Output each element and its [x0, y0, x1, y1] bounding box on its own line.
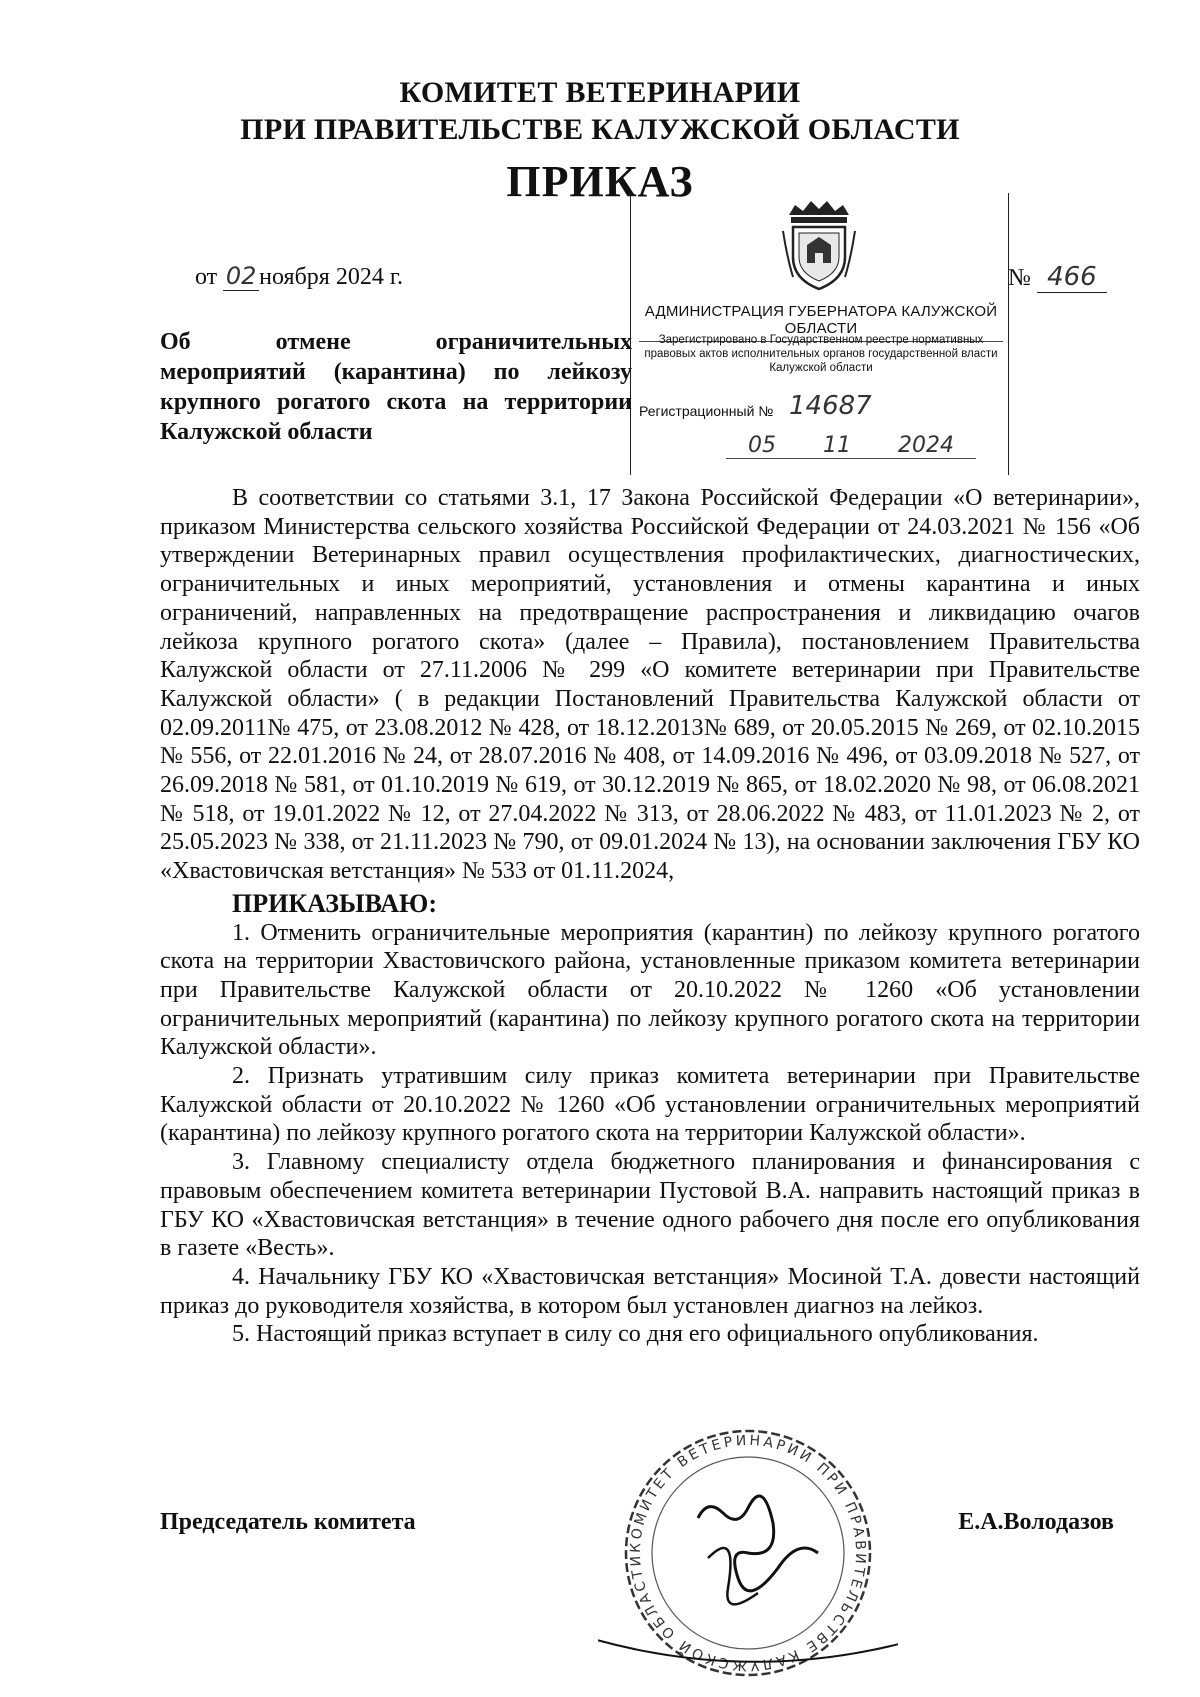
- subject-word: Об: [160, 329, 191, 355]
- document-title: ПРИКАЗ: [506, 157, 694, 206]
- subject-line2: мероприятий (карантина) по лейкозу: [160, 359, 632, 385]
- signature-position: Председатель комитета: [160, 1509, 416, 1535]
- number-value: 466: [1037, 262, 1107, 293]
- org-name-line2: ПРИ ПРАВИТЕЛЬСТВЕ КАЛУЖСКОЙ ОБЛАСТИ: [240, 113, 960, 146]
- document-subject: [160, 327, 632, 447]
- subject-line4: Калужской области: [160, 419, 373, 445]
- stamp-note: [637, 333, 1005, 375]
- subject-line1: [160, 327, 632, 357]
- registration-stamp: [630, 193, 1009, 475]
- coat-of-arms-emblem: [779, 197, 859, 293]
- date-day: 02: [223, 262, 259, 291]
- order-item-4: 4. Начальнику ГБУ КО «Хвастовичская ветстанция» Мосиной Т.А. довести настоящий приказ до руководителя хозяйства, в котором был установлен диагноз на лейкоз.: [160, 1263, 1140, 1319]
- subject-word: отмене: [275, 329, 351, 355]
- signature-name: Е.А.Володазов: [958, 1509, 1114, 1535]
- stamp-note-line: правовых актов исполнительных органов государственной власти: [644, 348, 998, 360]
- stamp-reg-number: 14687: [789, 391, 872, 421]
- order-item-1: 1. Отменить ограничительные мероприятия (карантин) по лейкозу крупного рогатого скота на территории Хвастовичского района, установленные приказом комитета ветеринарии при Правительстве Калужской области от 20.10.2022 № 1260 «Об установлении ограничительных мероприятий (карантина) по лейкозу крупного рогатого скота на территории Калужской области».: [160, 919, 1140, 1061]
- number-label: №: [1008, 265, 1031, 291]
- order-word: ПРИКАЗЫВАЮ:: [232, 888, 437, 918]
- stamp-reg-date: 05 11 2024: [726, 433, 976, 459]
- svg-text:КОМИТЕТ ВЕТЕРИНАРИИ ПРИ ПРАВИТ: КОМИТЕТ ВЕТЕРИНАРИИ ПРИ ПРАВИТЕЛЬСТВЕ КАЛУЖСКОЙ ОБЛАСТИ: [627, 1432, 869, 1674]
- date-rest: ноября 2024 г.: [259, 264, 403, 290]
- order-item-2: 2. Признать утратившим силу приказ комитета ветеринарии при Правительстве Калужской области от 20.10.2022 № 1260 «Об установлении ограничительных мероприятий (карантина) по лейкозу крупного рогатого скота на территории Калужской области».: [160, 1063, 1140, 1147]
- stamp-note-line: Калужской области: [769, 362, 873, 374]
- subject-line3: крупного рогатого скота на территории: [160, 389, 632, 415]
- document-date: [195, 262, 403, 291]
- subject-word: ограничительных: [435, 329, 632, 355]
- order-item-5: 5. Настоящий приказ вступает в силу со дня его официального опубликования.: [232, 1321, 1039, 1348]
- document-number: [1008, 262, 1107, 293]
- official-seal: [598, 1418, 898, 1688]
- preamble: В соответствии со статьями 3.1, 17 Закона Российской Федерации «О ветеринарии», приказом Министерства сельского хозяйства Российской Федерации от 24.03.2021 № 156 «Об утверждении Ветеринарных правил осуществления профилактических, диагностических, ограничительных и иных мероприятий, установления и отмены карантина и иных ограничений, направленных на предотвращение распространения и ликвидацию очагов лейкоза крупного рогатого скота» (далее – Правила), постановлением Правительства Калужской области от 27.11.2006 № 299 «О комитете ветеринарии при Правительстве Калужской области» ( в редакции Постановлений Правительства Калужской области от 02.09.2011№ 475, от 23.08.2012 № 428, от 18.12.2013№ 689, от 20.05.2015 № 269, от 02.10.2015 № 556, от 22.01.2016 № 24, от 28.07.2016 № 408, от 14.09.2016 № 496, от 03.09.2018 № 527, от 26.09.2018 № 581, от 01.10.2019 № 619, от 30.12.2019 № 865, от 18.02.2020 № 98, от 06.08.2021 № 518, от 19.01.2022 № 12, от 27.04.2022 № 313, от 28.06.2022 № 483, от 11.01.2023 № 2, от 25.05.2023 № 338, от 21.11.2023 № 790, от 09.01.2024 № 13), на основании заключения ГБУ КО «Хвастовичская ветстанция» № 533 от 01.11.2024,: [160, 485, 1140, 885]
- order-item-3: 3. Главному специалисту отдела бюджетного планирования и финансирования с правовым обеспечением комитета ветеринарии Пустовой В.А. направить настоящий приказ в ГБУ КО «Хвастовичская ветстанция» в течение одного рабочего дня после его опубликования в газете «Весть».: [160, 1149, 1140, 1262]
- document-body: [160, 484, 1140, 1349]
- stamp-organization: АДМИНИСТРАЦИЯ ГУБЕРНАТОРА КАЛУЖСКОЙ ОБЛАСТИ: [639, 303, 1003, 342]
- date-prefix: от: [195, 264, 218, 290]
- stamp-note-line: Зарегистрировано в Государственном реестре нормативных: [658, 334, 984, 346]
- org-name-line1: КОМИТЕТ ВЕТЕРИНАРИИ: [399, 76, 801, 109]
- stamp-reg-label: Регистрационный №: [639, 403, 774, 419]
